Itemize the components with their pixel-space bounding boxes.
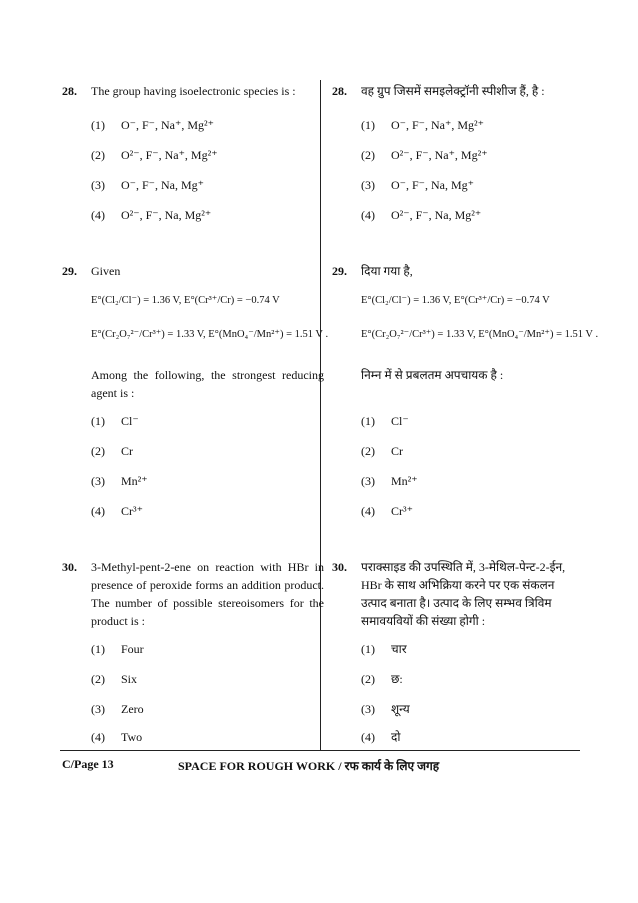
option-text: शून्य [391,702,410,716]
question-stem: The group having isoelectronic species is : [91,84,296,98]
question-number: 30. [332,560,347,574]
option-text: Cr³⁺ [121,504,143,518]
footer-rule [60,750,580,751]
option-number: (3) [91,178,105,192]
option-text: चार [391,642,407,656]
option-number: (2) [91,672,105,686]
option-number: (3) [91,474,105,488]
option-text: Cl⁻ [121,414,139,428]
option-text: दो [391,730,401,744]
option-number: (4) [361,504,375,518]
option-number: (1) [91,414,105,428]
option-text: O⁻, F⁻, Na, Mg⁺ [121,178,205,192]
option-number: (4) [91,504,105,518]
option-text: Four [121,642,144,656]
option-text: O²⁻, F⁻, Na, Mg²⁺ [391,208,482,222]
question-stem: पराक्साइड की उपस्थिति में, 3-मेथिल-पेन्ट-2-ईन, HBr के साथ अभिक्रिया करने पर एक संकलन उत्पाद बनाता है। उत्पाद के लिए सम्भव त्रिविम समावयवियों की संख्या होगी : [361,560,566,628]
option-number: (4) [91,208,105,222]
question-stem: वह ग्रुप जिसमें समइलेक्ट्रॉनी स्पीशीज हैं, है : [361,84,545,98]
option-text: Cr [121,444,133,458]
option-number: (2) [91,444,105,458]
option-number: (1) [361,118,375,132]
given-potentials-line-1: E°(Cl₂/Cl⁻) = 1.36 V, E°(Cr³⁺/Cr) = −0.74 V [91,295,280,306]
option-number: (4) [91,730,105,744]
option-text: O⁻, F⁻, Na⁺, Mg²⁺ [121,118,214,132]
option-number: (3) [91,702,105,716]
question-number: 28. [332,84,347,98]
question-text: Among the following, the strongest reducing agent is : [91,368,324,400]
option-text: Six [121,672,138,686]
option-text: Mn²⁺ [121,474,148,488]
page-label: C/Page 13 [62,757,114,771]
option-number: (1) [361,414,375,428]
question-number: 30. [62,560,77,574]
option-text: Zero [121,702,144,716]
given-potentials-line-2: E°(Cr₂O₇²⁻/Cr³⁺) = 1.33 V, E°(MnO₄⁻/Mn²⁺) = 1.51 V . [361,329,599,340]
option-number: (2) [91,148,105,162]
question-stem: दिया गया है, [361,264,413,278]
option-number: (4) [361,208,375,222]
option-number: (3) [361,474,375,488]
option-number: (3) [361,178,375,192]
question-stem: Given [91,264,121,278]
given-potentials-line-2: E°(Cr₂O₇²⁻/Cr³⁺) = 1.33 V, E°(MnO₄⁻/Mn²⁺) = 1.51 V . [91,329,329,340]
option-number: (2) [361,672,375,686]
option-number: (4) [361,730,375,744]
option-text: O²⁻, F⁻, Na⁺, Mg²⁺ [121,148,218,162]
option-text: Mn²⁺ [391,474,418,488]
option-number: (1) [91,642,105,656]
rough-work-label: SPACE FOR ROUGH WORK / रफ कार्य के लिए जगह [178,759,440,773]
option-number: (1) [91,118,105,132]
option-text: O⁻, F⁻, Na, Mg⁺ [391,178,475,192]
column-divider [320,80,321,750]
option-text: Cr³⁺ [391,504,413,518]
question-text: निम्न में से प्रबलतम अपचायक है : [361,368,504,382]
option-number: (2) [361,444,375,458]
option-number: (3) [361,702,375,716]
question-stem: 3-Methyl-pent-2-ene on reaction with HBr in presence of peroxide forms an addition product. The number of possible stereoisomers for the product is : [91,560,324,628]
option-number: (2) [361,148,375,162]
question-number: 29. [62,264,77,278]
given-potentials-line-1: E°(Cl₂/Cl⁻) = 1.36 V, E°(Cr³⁺/Cr) = −0.74 V [361,295,550,306]
option-text: Cl⁻ [391,414,409,428]
option-text: Two [121,730,143,744]
question-number: 29. [332,264,347,278]
option-text: Cr [391,444,403,458]
option-text: O⁻, F⁻, Na⁺, Mg²⁺ [391,118,484,132]
option-text: O²⁻, F⁻, Na, Mg²⁺ [121,208,212,222]
option-text: O²⁻, F⁻, Na⁺, Mg²⁺ [391,148,488,162]
option-number: (1) [361,642,375,656]
option-text: छ: [391,672,403,686]
question-number: 28. [62,84,77,98]
